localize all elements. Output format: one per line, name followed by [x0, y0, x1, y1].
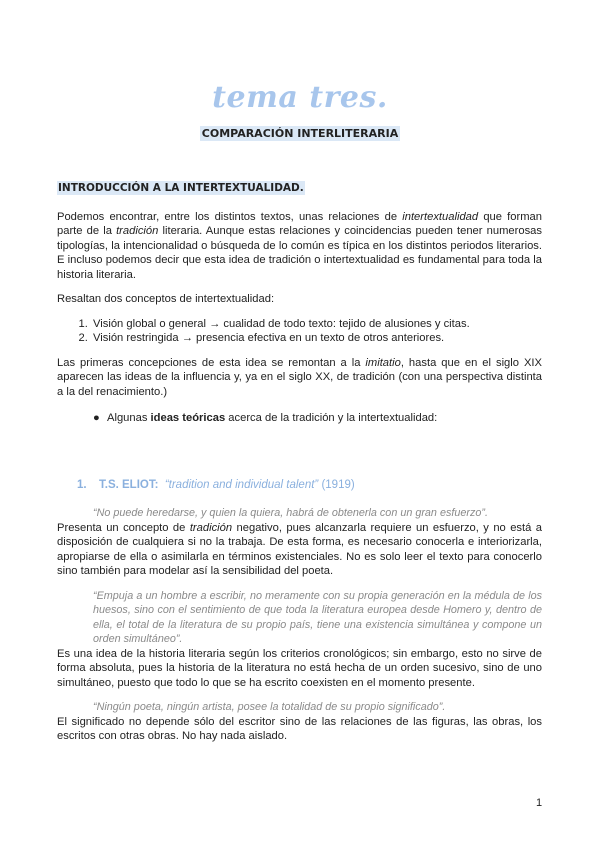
section-year: (1919)	[321, 478, 355, 491]
intro-heading	[57, 181, 542, 196]
page-subtitle	[0, 124, 600, 142]
text-run: Presenta un concepto de	[57, 521, 190, 534]
bold-ideas-teoricas: ideas teóricas	[150, 412, 226, 424]
text-run: , hasta que en el siglo XIX aparecen las ideas de la influencia y, ya en el siglo XX, de tradición (con una perspectiva distinta a la del renacimiento.)	[57, 356, 542, 398]
section-1-heading	[77, 478, 542, 493]
list-item: 1. Visión global o general → cualidad de todo texto: tejido de alusiones y citas.	[91, 317, 542, 332]
section-1-paragraph-3: El significado no depende sólo del escritor sino de las relaciones de las figuras, las obras, los escritos con otras obras. No hay nada aislado.	[57, 715, 542, 742]
subtitle-text: COMPARACIÓN INTERLITERARIA	[201, 127, 399, 140]
emphasis-tradicion: tradición	[189, 521, 233, 534]
page-number: 1	[536, 797, 543, 809]
text-run: acerca de la tradición y la intertextualidad:	[225, 412, 438, 424]
emphasis-imitatio: imitatio	[365, 356, 401, 369]
intro-paragraph-1	[57, 210, 542, 283]
section-author: T.S. ELIOT:	[99, 478, 159, 491]
list-item: 2. Visión restringida → presencia efectiva en un texto de otros anteriores.	[91, 331, 542, 346]
section-1-paragraph-1	[57, 521, 542, 579]
list-item	[93, 411, 542, 426]
quote-3: “Ningún poeta, ningún artista, posee la totalidad de su propio significado”.	[93, 701, 446, 713]
section-work-title: “tradition and individual talent”	[164, 478, 319, 491]
page-title: tema tres.	[212, 80, 388, 115]
text-run: negativo, pues alcanzarla requiere un esfuerzo, y no está a disposición de cualquiera si no la trabaja. De esta forma, es necesario conocerla e interiorizarla, apropiarse de ella o asimilarla en términos existenciales. No es solo leer el texto para conocerlo sino también para modelar así la sensibilidad del poeta.	[57, 521, 543, 577]
text-run: Algunas	[107, 412, 151, 424]
emphasis-intertextualidad: intertextualidad	[402, 210, 479, 223]
intro-paragraph-3	[57, 356, 542, 400]
text-run: literaria. Aunque estas relaciones y coincidencias pueden tener numerosas tipologías, la intencionalidad o búsqueda de lo común es típica en los distintos periodos literarios. E incluso podemos decir que esta idea de tradición o intertextualidad es fundamental para toda la historia literaria.	[57, 225, 542, 281]
text-run: Podemos encontrar, entre los distintos textos, unas relaciones de	[57, 210, 403, 223]
concepts-list	[57, 317, 542, 346]
section-number: 1.	[77, 478, 87, 491]
emphasis-tradicion: tradición	[116, 225, 159, 237]
document-body	[57, 181, 542, 744]
intro-heading-text: INTRODUCCIÓN A LA INTERTEXTUALIDAD.	[58, 182, 304, 194]
text-run: Las primeras concepciones de esta idea se remontan a la	[57, 356, 366, 369]
bullet-icon: ●	[93, 412, 100, 424]
quote-2: “Empuja a un hombre a escribir, no meramente con su propia generación en la médula de los huesos, sino con el sentimiento de que toda la literatura europea desde Homero y, dentro de ella, el total de la literatura de su propio país, tiene una existencia simultánea y compone un orden simultáneo”.	[93, 589, 542, 645]
quote-1: “No puede heredarse, y quien la quiera, habrá de obtenerla con un gran esfuerzo”.	[93, 507, 488, 519]
section-1-paragraph-2: Es una idea de la historia literaria según los criterios cronológicos; sin embargo, esto no sirve de forma absoluta, pues la historia de la literatura no está hecha de un orden sucesivo, sino de uno simultáneo, puesto que todo lo que se ha escrito coexisten en el momento presente.	[57, 647, 542, 689]
text-run: que forman parte de la	[57, 210, 542, 237]
intro-paragraph-2: Resaltan dos conceptos de intertextualidad:	[57, 293, 275, 305]
theory-bullet-list	[57, 411, 542, 426]
